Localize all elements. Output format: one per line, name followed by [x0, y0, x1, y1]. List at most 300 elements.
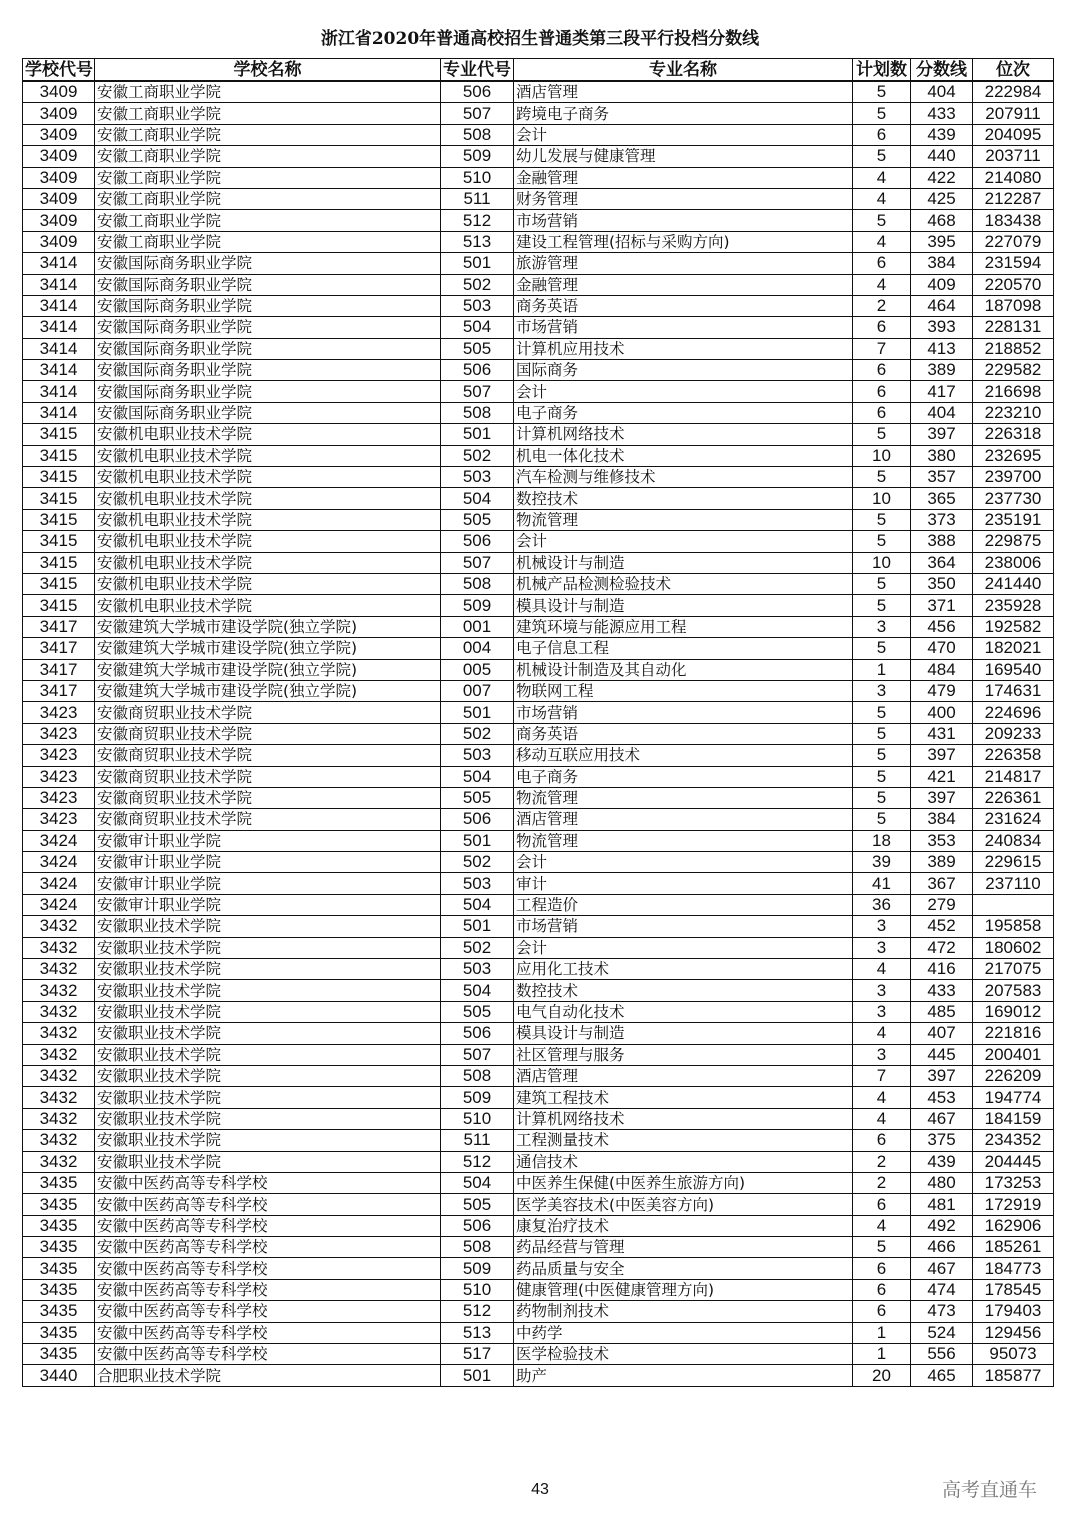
rank-cell: 234352 [973, 1130, 1054, 1151]
score-line-cell: 375 [911, 1130, 973, 1151]
school-name-cell: 安徽工商职业学院 [95, 167, 441, 188]
rank-cell: 227079 [973, 231, 1054, 252]
score-line-cell: 397 [911, 1065, 973, 1086]
table-row [23, 552, 1054, 573]
major-code-cell: 508 [441, 573, 514, 594]
major-name-cell: 建筑环境与能源应用工程 [514, 616, 853, 637]
plan-count-cell: 4 [853, 231, 911, 252]
major-code-cell: 507 [441, 552, 514, 573]
score-line-cell: 480 [911, 1172, 973, 1193]
table-row [23, 1365, 1054, 1386]
school-name-cell: 安徽中医药高等专科学校 [95, 1344, 441, 1365]
table-row [23, 338, 1054, 359]
school-code-cell: 3432 [23, 1151, 95, 1172]
table-row [23, 937, 1054, 958]
score-line-cell: 439 [911, 1151, 973, 1172]
plan-count-cell: 6 [853, 360, 911, 381]
table-row [23, 1001, 1054, 1022]
school-code-cell: 3432 [23, 937, 95, 958]
score-line-cell: 389 [911, 852, 973, 873]
rank-cell: 204445 [973, 1151, 1054, 1172]
school-name-cell: 安徽中医药高等专科学校 [95, 1172, 441, 1193]
rank-cell: 174631 [973, 680, 1054, 701]
school-code-cell: 3423 [23, 745, 95, 766]
major-code-cell: 513 [441, 1322, 514, 1343]
major-code-cell: 503 [441, 467, 514, 488]
major-name-cell: 计算机网络技术 [514, 424, 853, 445]
school-code-cell: 3432 [23, 1130, 95, 1151]
school-code-cell: 3417 [23, 659, 95, 680]
major-name-cell: 酒店管理 [514, 1065, 853, 1086]
table-row [23, 509, 1054, 530]
table-row [23, 1344, 1054, 1365]
major-code-cell: 502 [441, 723, 514, 744]
header-school-code: 学校代号 [23, 59, 95, 82]
score-line-cell: 421 [911, 766, 973, 787]
major-code-cell: 505 [441, 1001, 514, 1022]
school-name-cell: 安徽机电职业技术学院 [95, 595, 441, 616]
plan-count-cell: 6 [853, 124, 911, 145]
major-code-cell: 504 [441, 1172, 514, 1193]
school-code-cell: 3435 [23, 1258, 95, 1279]
school-name-cell: 安徽国际商务职业学院 [95, 402, 441, 423]
school-code-cell: 3415 [23, 595, 95, 616]
major-name-cell: 中药学 [514, 1322, 853, 1343]
school-code-cell: 3409 [23, 210, 95, 231]
major-name-cell: 应用化工技术 [514, 959, 853, 980]
rank-cell: 180602 [973, 937, 1054, 958]
score-line-cell: 452 [911, 916, 973, 937]
plan-count-cell: 10 [853, 552, 911, 573]
table-row [23, 146, 1054, 167]
major-code-cell: 505 [441, 787, 514, 808]
school-code-cell: 3415 [23, 531, 95, 552]
plan-count-cell: 3 [853, 916, 911, 937]
table-row [23, 1172, 1054, 1193]
plan-count-cell: 3 [853, 1044, 911, 1065]
rank-cell: 224696 [973, 702, 1054, 723]
plan-count-cell: 1 [853, 1344, 911, 1365]
school-name-cell: 安徽商贸职业技术学院 [95, 702, 441, 723]
school-name-cell: 安徽工商职业学院 [95, 146, 441, 167]
major-name-cell: 汽车检测与维修技术 [514, 467, 853, 488]
table-row [23, 253, 1054, 274]
plan-count-cell: 5 [853, 81, 911, 103]
plan-count-cell: 4 [853, 188, 911, 209]
major-code-cell: 506 [441, 1023, 514, 1044]
school-code-cell: 3414 [23, 253, 95, 274]
score-line-cell: 431 [911, 723, 973, 744]
rank-cell: 95073 [973, 1344, 1054, 1365]
score-line-cell: 400 [911, 702, 973, 723]
plan-count-cell: 10 [853, 445, 911, 466]
rank-cell: 162906 [973, 1215, 1054, 1236]
rank-cell: 192582 [973, 616, 1054, 637]
score-line-cell: 393 [911, 317, 973, 338]
plan-count-cell: 1 [853, 1322, 911, 1343]
major-code-cell: 507 [441, 103, 514, 124]
major-name-cell: 工程测量技术 [514, 1130, 853, 1151]
school-code-cell: 3409 [23, 231, 95, 252]
school-code-cell: 3435 [23, 1279, 95, 1300]
major-code-cell: 007 [441, 680, 514, 701]
rank-cell: 226358 [973, 745, 1054, 766]
school-code-cell: 3432 [23, 1065, 95, 1086]
major-code-cell: 501 [441, 916, 514, 937]
major-name-cell: 建筑工程技术 [514, 1087, 853, 1108]
plan-count-cell: 5 [853, 787, 911, 808]
plan-count-cell: 5 [853, 573, 911, 594]
school-name-cell: 安徽机电职业技术学院 [95, 488, 441, 509]
major-code-cell: 510 [441, 1279, 514, 1300]
table-row [23, 1322, 1054, 1343]
rank-cell: 226318 [973, 424, 1054, 445]
score-line-cell: 389 [911, 360, 973, 381]
school-name-cell: 安徽职业技术学院 [95, 937, 441, 958]
plan-count-cell: 4 [853, 959, 911, 980]
major-code-cell: 504 [441, 488, 514, 509]
table-row [23, 274, 1054, 295]
rank-cell: 207911 [973, 103, 1054, 124]
rank-cell: 129456 [973, 1322, 1054, 1343]
table-row [23, 360, 1054, 381]
rank-cell: 226361 [973, 787, 1054, 808]
score-line-cell: 404 [911, 81, 973, 103]
header-school-name: 学校名称 [95, 59, 441, 82]
school-name-cell: 安徽职业技术学院 [95, 1151, 441, 1172]
rank-cell: 239700 [973, 467, 1054, 488]
table-row [23, 445, 1054, 466]
table-row [23, 873, 1054, 894]
rank-cell: 223210 [973, 402, 1054, 423]
school-name-cell: 安徽职业技术学院 [95, 1044, 441, 1065]
rank-cell: 220570 [973, 274, 1054, 295]
plan-count-cell: 5 [853, 146, 911, 167]
major-name-cell: 模具设计与制造 [514, 1023, 853, 1044]
rank-cell: 169012 [973, 1001, 1054, 1022]
school-code-cell: 3424 [23, 830, 95, 851]
plan-count-cell: 5 [853, 809, 911, 830]
school-name-cell: 安徽机电职业技术学院 [95, 424, 441, 445]
rank-cell: 214817 [973, 766, 1054, 787]
major-code-cell: 510 [441, 1108, 514, 1129]
plan-count-cell: 3 [853, 1001, 911, 1022]
table-row [23, 1301, 1054, 1322]
score-line-cell: 467 [911, 1108, 973, 1129]
score-line-cell: 279 [911, 894, 973, 915]
major-code-cell: 506 [441, 531, 514, 552]
school-code-cell: 3417 [23, 616, 95, 637]
plan-count-cell: 5 [853, 1237, 911, 1258]
rank-cell: 228131 [973, 317, 1054, 338]
rank-cell: 241440 [973, 573, 1054, 594]
school-name-cell: 安徽审计职业学院 [95, 873, 441, 894]
plan-count-cell: 6 [853, 1194, 911, 1215]
major-name-cell: 市场营销 [514, 317, 853, 338]
school-name-cell: 安徽职业技术学院 [95, 959, 441, 980]
score-line-cell: 397 [911, 424, 973, 445]
plan-count-cell: 4 [853, 1108, 911, 1129]
table-row [23, 1279, 1054, 1300]
major-code-cell: 005 [441, 659, 514, 680]
score-line-cell: 468 [911, 210, 973, 231]
major-name-cell: 药品质量与安全 [514, 1258, 853, 1279]
table-row [23, 980, 1054, 1001]
school-name-cell: 安徽商贸职业技术学院 [95, 766, 441, 787]
table-body [23, 81, 1054, 1386]
rank-cell: 229582 [973, 360, 1054, 381]
rank-cell: 178545 [973, 1279, 1054, 1300]
score-line-cell: 388 [911, 531, 973, 552]
school-name-cell: 安徽机电职业技术学院 [95, 531, 441, 552]
major-name-cell: 金融管理 [514, 167, 853, 188]
major-code-cell: 510 [441, 167, 514, 188]
major-code-cell: 505 [441, 1194, 514, 1215]
school-name-cell: 安徽审计职业学院 [95, 894, 441, 915]
major-code-cell: 001 [441, 616, 514, 637]
school-code-cell: 3414 [23, 274, 95, 295]
plan-count-cell: 7 [853, 338, 911, 359]
major-name-cell: 物联网工程 [514, 680, 853, 701]
rank-cell: 194774 [973, 1087, 1054, 1108]
score-line-cell: 367 [911, 873, 973, 894]
plan-count-cell: 5 [853, 638, 911, 659]
rank-cell: 172919 [973, 1194, 1054, 1215]
school-code-cell: 3432 [23, 959, 95, 980]
plan-count-cell: 6 [853, 253, 911, 274]
table-row [23, 916, 1054, 937]
school-code-cell: 3415 [23, 509, 95, 530]
school-name-cell: 安徽建筑大学城市建设学院(独立学院) [95, 638, 441, 659]
school-name-cell: 安徽商贸职业技术学院 [95, 809, 441, 830]
school-name-cell: 安徽国际商务职业学院 [95, 295, 441, 316]
plan-count-cell: 18 [853, 830, 911, 851]
score-line-cell: 445 [911, 1044, 973, 1065]
rank-cell: 184773 [973, 1258, 1054, 1279]
school-name-cell: 安徽审计职业学院 [95, 852, 441, 873]
rank-cell: 231594 [973, 253, 1054, 274]
major-code-cell: 501 [441, 702, 514, 723]
score-line-cell: 439 [911, 124, 973, 145]
major-name-cell: 药物制剂技术 [514, 1301, 853, 1322]
school-code-cell: 3414 [23, 360, 95, 381]
rank-cell: 235928 [973, 595, 1054, 616]
school-code-cell: 3409 [23, 167, 95, 188]
school-code-cell: 3409 [23, 103, 95, 124]
plan-count-cell: 6 [853, 317, 911, 338]
rank-cell: 195858 [973, 916, 1054, 937]
score-line-cell: 425 [911, 188, 973, 209]
school-code-cell: 3409 [23, 146, 95, 167]
school-code-cell: 3435 [23, 1301, 95, 1322]
school-code-cell: 3432 [23, 1108, 95, 1129]
school-code-cell: 3415 [23, 445, 95, 466]
score-line-cell: 440 [911, 146, 973, 167]
header-major-code: 专业代号 [441, 59, 514, 82]
plan-count-cell: 6 [853, 381, 911, 402]
plan-count-cell: 6 [853, 1130, 911, 1151]
rank-cell: 221816 [973, 1023, 1054, 1044]
rank-cell: 207583 [973, 980, 1054, 1001]
major-code-cell: 506 [441, 809, 514, 830]
plan-count-cell: 3 [853, 680, 911, 701]
score-line-cell: 380 [911, 445, 973, 466]
school-code-cell: 3414 [23, 402, 95, 423]
school-code-cell: 3435 [23, 1344, 95, 1365]
plan-count-cell: 5 [853, 745, 911, 766]
major-code-cell: 508 [441, 402, 514, 423]
major-name-cell: 医学检验技术 [514, 1344, 853, 1365]
major-code-cell: 509 [441, 595, 514, 616]
score-line-cell: 484 [911, 659, 973, 680]
school-name-cell: 安徽中医药高等专科学校 [95, 1215, 441, 1236]
major-name-cell: 市场营销 [514, 916, 853, 937]
table-row [23, 595, 1054, 616]
school-name-cell: 安徽职业技术学院 [95, 1087, 441, 1108]
score-line-cell: 404 [911, 402, 973, 423]
major-name-cell: 计算机网络技术 [514, 1108, 853, 1129]
major-name-cell: 幼儿发展与健康管理 [514, 146, 853, 167]
major-name-cell: 健康管理(中医健康管理方向) [514, 1279, 853, 1300]
major-name-cell: 药品经营与管理 [514, 1237, 853, 1258]
score-line-cell: 470 [911, 638, 973, 659]
rank-cell: 184159 [973, 1108, 1054, 1129]
school-code-cell: 3417 [23, 638, 95, 659]
rank-cell: 169540 [973, 659, 1054, 680]
school-name-cell: 安徽中医药高等专科学校 [95, 1279, 441, 1300]
plan-count-cell: 6 [853, 1279, 911, 1300]
rank-cell: 185877 [973, 1365, 1054, 1386]
score-line-cell: 364 [911, 552, 973, 573]
school-code-cell: 3414 [23, 381, 95, 402]
major-code-cell: 517 [441, 1344, 514, 1365]
major-name-cell: 机电一体化技术 [514, 445, 853, 466]
table-row [23, 638, 1054, 659]
major-code-cell: 506 [441, 81, 514, 103]
plan-count-cell: 5 [853, 595, 911, 616]
table-row [23, 1087, 1054, 1108]
major-name-cell: 市场营销 [514, 210, 853, 231]
school-name-cell: 安徽职业技术学院 [95, 1023, 441, 1044]
school-name-cell: 安徽职业技术学院 [95, 980, 441, 1001]
major-code-cell: 511 [441, 188, 514, 209]
major-name-cell: 会计 [514, 937, 853, 958]
score-line-cell: 357 [911, 467, 973, 488]
score-line-cell: 479 [911, 680, 973, 701]
school-name-cell: 安徽国际商务职业学院 [95, 360, 441, 381]
school-name-cell: 安徽商贸职业技术学院 [95, 745, 441, 766]
table-row [23, 210, 1054, 231]
plan-count-cell: 4 [853, 274, 911, 295]
school-name-cell: 安徽中医药高等专科学校 [95, 1301, 441, 1322]
rank-cell: 217075 [973, 959, 1054, 980]
rank-cell: 231624 [973, 809, 1054, 830]
school-code-cell: 3432 [23, 1023, 95, 1044]
plan-count-cell: 5 [853, 766, 911, 787]
major-code-cell: 503 [441, 295, 514, 316]
plan-count-cell: 1 [853, 659, 911, 680]
major-code-cell: 509 [441, 1258, 514, 1279]
school-name-cell: 安徽工商职业学院 [95, 188, 441, 209]
major-name-cell: 物流管理 [514, 787, 853, 808]
rank-cell: 182021 [973, 638, 1054, 659]
table-row [23, 424, 1054, 445]
major-code-cell: 506 [441, 360, 514, 381]
plan-count-cell: 5 [853, 509, 911, 530]
school-code-cell: 3409 [23, 81, 95, 103]
major-name-cell: 会计 [514, 381, 853, 402]
school-code-cell: 3432 [23, 1087, 95, 1108]
plan-count-cell: 4 [853, 1087, 911, 1108]
school-code-cell: 3440 [23, 1365, 95, 1386]
table-row [23, 402, 1054, 423]
major-code-cell: 504 [441, 980, 514, 1001]
table-row [23, 959, 1054, 980]
rank-cell: 204095 [973, 124, 1054, 145]
table-row [23, 702, 1054, 723]
major-name-cell: 审计 [514, 873, 853, 894]
header-score-line: 分数线 [911, 59, 973, 82]
major-code-cell: 501 [441, 830, 514, 851]
score-line-cell: 464 [911, 295, 973, 316]
major-name-cell: 酒店管理 [514, 81, 853, 103]
plan-count-cell: 36 [853, 894, 911, 915]
table-row [23, 231, 1054, 252]
major-name-cell: 模具设计与制造 [514, 595, 853, 616]
school-name-cell: 安徽机电职业技术学院 [95, 467, 441, 488]
major-name-cell: 数控技术 [514, 980, 853, 1001]
plan-count-cell: 20 [853, 1365, 911, 1386]
school-name-cell: 安徽工商职业学院 [95, 210, 441, 231]
table-row [23, 531, 1054, 552]
score-line-cell: 556 [911, 1344, 973, 1365]
score-line-cell: 397 [911, 745, 973, 766]
table-row [23, 167, 1054, 188]
score-line-cell: 384 [911, 809, 973, 830]
score-line-cell: 409 [911, 274, 973, 295]
rank-cell: 209233 [973, 723, 1054, 744]
school-code-cell: 3435 [23, 1215, 95, 1236]
major-code-cell: 509 [441, 146, 514, 167]
major-code-cell: 501 [441, 424, 514, 445]
plan-count-cell: 3 [853, 616, 911, 637]
school-code-cell: 3424 [23, 852, 95, 873]
major-code-cell: 503 [441, 959, 514, 980]
major-code-cell: 508 [441, 124, 514, 145]
school-name-cell: 安徽国际商务职业学院 [95, 338, 441, 359]
score-line-cell: 472 [911, 937, 973, 958]
school-code-cell: 3423 [23, 787, 95, 808]
school-code-cell: 3414 [23, 295, 95, 316]
major-name-cell: 商务英语 [514, 723, 853, 744]
plan-count-cell: 2 [853, 1172, 911, 1193]
table-row [23, 680, 1054, 701]
major-name-cell: 移动互联应用技术 [514, 745, 853, 766]
school-code-cell: 3423 [23, 723, 95, 744]
score-line-cell: 373 [911, 509, 973, 530]
rank-cell: 216698 [973, 381, 1054, 402]
major-name-cell: 医学美容技术(中医美容方向) [514, 1194, 853, 1215]
rank-cell: 240834 [973, 830, 1054, 851]
table-row [23, 723, 1054, 744]
major-code-cell: 504 [441, 317, 514, 338]
score-line-cell: 465 [911, 1365, 973, 1386]
major-name-cell: 工程造价 [514, 894, 853, 915]
table-row [23, 830, 1054, 851]
major-code-cell: 004 [441, 638, 514, 659]
major-code-cell: 512 [441, 1151, 514, 1172]
table-row [23, 1215, 1054, 1236]
